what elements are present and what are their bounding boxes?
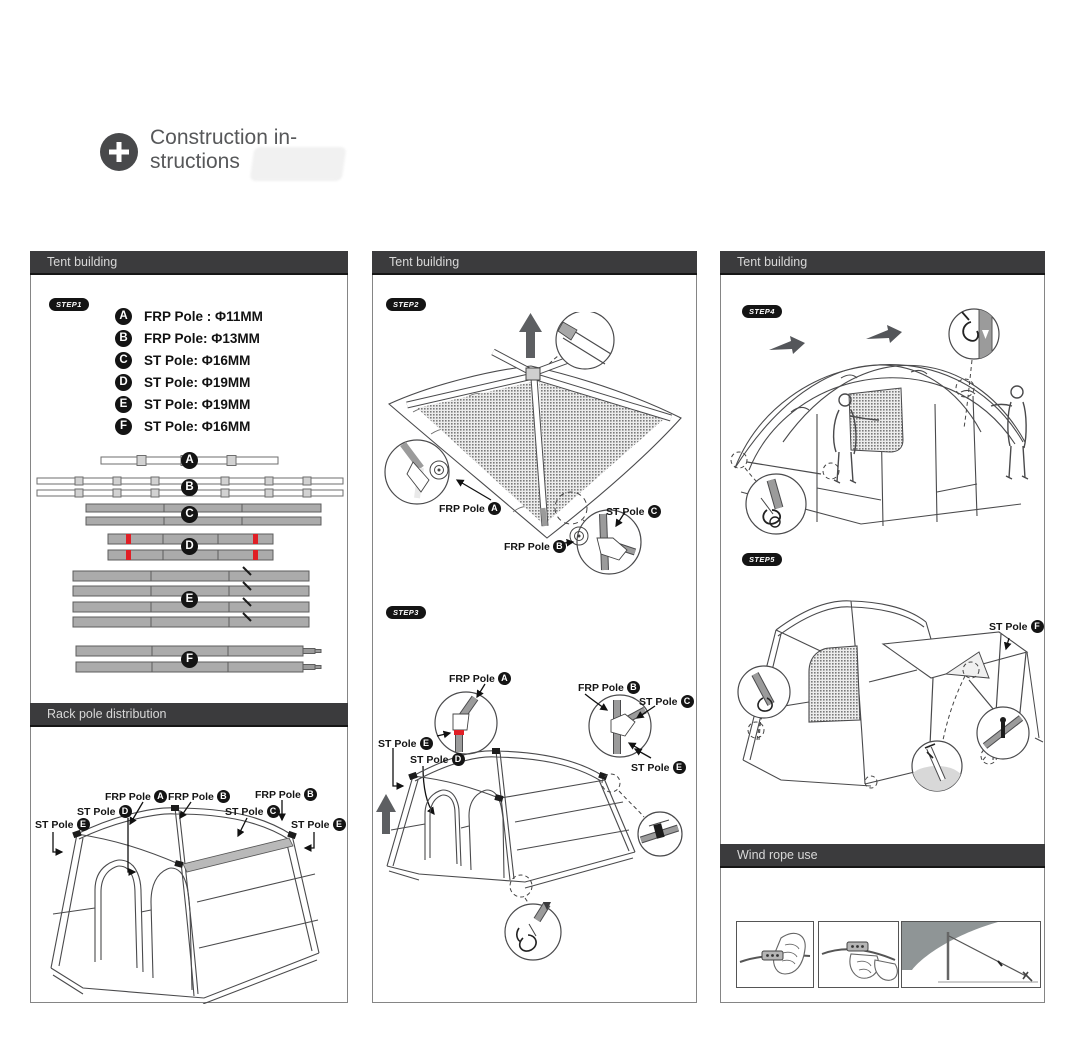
pole-label — [378, 737, 433, 750]
list-item — [115, 418, 263, 435]
step3-diagram — [373, 602, 698, 992]
pole-label — [291, 818, 346, 831]
detail-circle-hook-left — [738, 666, 790, 718]
step2-diagram — [373, 312, 698, 604]
pole-row-badge: B — [181, 479, 198, 496]
pole-label — [504, 540, 566, 553]
section-title: Wind rope use — [737, 848, 818, 862]
list-item — [115, 352, 263, 369]
detail-circle-connector — [638, 812, 682, 856]
pole-row-badge: E — [181, 591, 198, 608]
detail-circle-stake-ground — [912, 741, 962, 792]
step5-badge: STEP5 — [742, 553, 782, 566]
pole-label-text: ST Pole — [378, 737, 417, 750]
pole-label — [578, 681, 640, 694]
pole-label-badge: B — [627, 681, 640, 694]
step3-badge: STEP3 — [386, 606, 426, 619]
rope-tensioner-illustration — [737, 922, 813, 987]
pole-label-text: ST Pole — [35, 818, 74, 831]
pole-label-text: ST Pole — [77, 805, 116, 818]
pole-label — [639, 695, 694, 708]
pole-label-text: ST Pole — [225, 805, 264, 818]
list-item — [115, 308, 263, 325]
detail-circle-hook — [949, 308, 999, 360]
guy-line-illustration — [902, 922, 1040, 987]
panel-tent-building-2 — [372, 251, 697, 1003]
list-item — [115, 396, 263, 413]
pole-spec-list — [115, 308, 263, 440]
pole-label-badge: A — [154, 790, 167, 803]
section-title: Rack pole distribution — [47, 707, 167, 721]
section-title: Tent building — [737, 255, 808, 269]
page-title-line1: Construction in- — [150, 126, 298, 149]
pole-label-text: FRP Pole — [578, 681, 624, 694]
pole-label-text: FRP Pole — [168, 790, 214, 803]
detail-circle-frp-a — [385, 440, 449, 504]
step4-diagram — [721, 292, 1046, 544]
detail-circle-frp-b-joint — [570, 510, 641, 574]
detail-circle-frp-a-red — [435, 692, 497, 754]
rope-tensioner-illustration — [819, 922, 898, 987]
pole-label-text: ST Pole — [639, 695, 678, 708]
up-arrow-icon — [376, 794, 396, 834]
pole-label-text: FRP Pole — [504, 540, 550, 553]
pole-label-text: ST Pole — [410, 753, 449, 766]
page-title — [150, 126, 370, 174]
panel-tent-building-3 — [720, 251, 1045, 1003]
section-title: Tent building — [389, 255, 460, 269]
pole-label — [77, 805, 132, 818]
pole-label — [35, 818, 90, 831]
pole-spec-text: FRP Pole: Φ13MM — [144, 331, 260, 346]
list-item — [115, 374, 263, 391]
pole-label-text: FRP Pole — [449, 672, 495, 685]
pole-label-badge: D — [452, 753, 465, 766]
pole-label-badge: E — [333, 818, 346, 831]
pole-label-text: FRP Pole — [255, 788, 301, 801]
dashed-focus-circle — [510, 875, 532, 897]
pole-label-text: FRP Pole — [105, 790, 151, 803]
pole-letter-badge: D — [115, 374, 132, 391]
plus-icon-glyph — [100, 133, 138, 171]
pole-label-text: ST Pole — [989, 620, 1028, 633]
pole-row-badge: D — [181, 538, 198, 555]
plus-icon — [100, 133, 138, 171]
tent-frame — [387, 751, 635, 888]
pole-label-badge: E — [420, 737, 433, 750]
pole-label — [606, 505, 661, 518]
pole-spec-text: ST Pole: Φ19MM — [144, 375, 251, 390]
pole-letter-badge: E — [115, 396, 132, 413]
pole-row-badge: A — [181, 452, 198, 469]
pull-arrow-icons — [769, 325, 902, 354]
section-header-tent-building-3 — [720, 251, 1045, 275]
pole-label — [449, 672, 511, 685]
pole-letter-badge: C — [115, 352, 132, 369]
pole-label-badge: E — [673, 761, 686, 774]
wind-rope-step-1 — [736, 921, 814, 988]
wind-rope-step-2 — [818, 921, 899, 988]
detail-circle-clamp-right — [977, 707, 1029, 759]
step1-badge: STEP1 — [49, 298, 89, 311]
pole-label-badge: B — [217, 790, 230, 803]
section-header-tent-building-2 — [372, 251, 697, 275]
pole-spec-text: ST Pole: Φ16MM — [144, 419, 251, 434]
pole-label-badge: A — [498, 672, 511, 685]
pole-label-text: ST Pole — [291, 818, 330, 831]
pole-label — [631, 761, 686, 774]
section-header-wind-rope-use — [720, 844, 1045, 868]
step2-badge: STEP2 — [386, 298, 426, 311]
person-right — [991, 386, 1028, 479]
pole-label-badge: C — [267, 805, 280, 818]
pole-label-badge: D — [119, 805, 132, 818]
pole-label-text: ST Pole — [606, 505, 645, 518]
pole-label-badge: C — [648, 505, 661, 518]
pole-label-badge: C — [681, 695, 694, 708]
step4-badge: STEP4 — [742, 305, 782, 318]
up-arrow-icon — [519, 313, 542, 358]
pole-letter-badge: A — [115, 308, 132, 325]
step5-diagram — [721, 552, 1046, 842]
pole-label-text: ST Pole — [631, 761, 670, 774]
section-header-tent-building-1 — [30, 251, 348, 275]
pole-spec-text: ST Pole: Φ16MM — [144, 353, 251, 368]
pole-spec-text: FRP Pole : Φ11MM — [144, 309, 263, 324]
detail-circle-strap-stake — [746, 474, 806, 534]
pole-label-badge: A — [488, 502, 501, 515]
pole-label — [439, 502, 501, 515]
pole-label — [168, 790, 230, 803]
pole-label — [410, 753, 465, 766]
pole-row-badge: C — [181, 506, 198, 523]
wind-rope-step-3 — [901, 921, 1041, 988]
pole-letter-badge: F — [115, 418, 132, 435]
pole-label-badge: B — [553, 540, 566, 553]
detail-circle-roof-pole — [556, 312, 614, 369]
section-header-rack-pole-distribution — [30, 703, 348, 727]
detail-circle-stake-hook — [505, 902, 561, 960]
pole-label — [105, 790, 167, 803]
pole-label — [989, 620, 1044, 633]
pole-letter-badge: B — [115, 330, 132, 347]
pole-spec-text: ST Pole: Φ19MM — [144, 397, 251, 412]
pole-label-badge: B — [304, 788, 317, 801]
list-item — [115, 330, 263, 347]
pole-label-badge: F — [1031, 620, 1044, 633]
pole-label-text: FRP Pole — [439, 502, 485, 515]
section-title: Tent building — [47, 255, 118, 269]
dashed-focus-circle — [602, 774, 620, 792]
pole-row-badge: F — [181, 651, 198, 668]
pole-label — [255, 788, 317, 801]
page-title-line2: structions — [150, 150, 240, 173]
panel-tent-building-1 — [30, 251, 348, 1003]
pole-label-badge: E — [77, 818, 90, 831]
pole-label — [225, 805, 280, 818]
